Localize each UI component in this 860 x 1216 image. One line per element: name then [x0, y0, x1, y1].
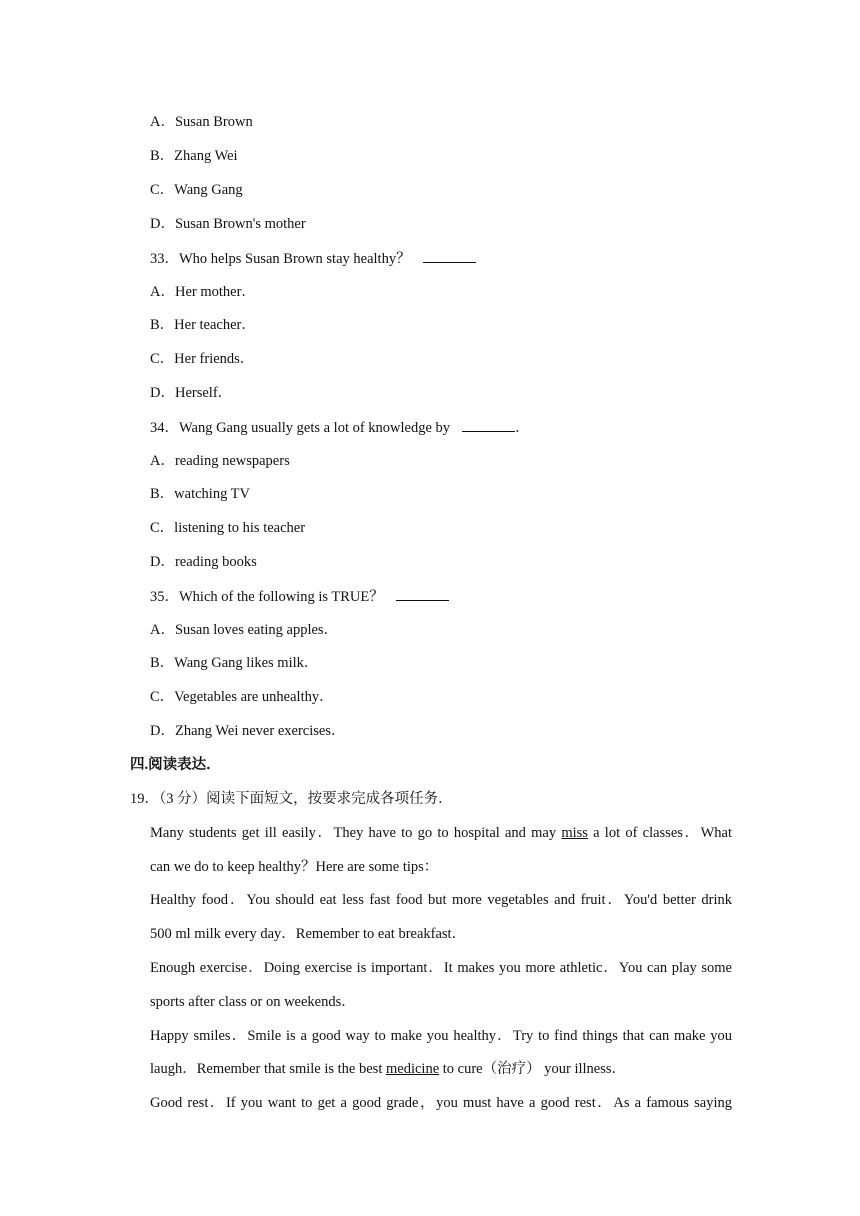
q33-question-text: 33．Who helps Susan Brown stay healthy？ — [150, 251, 411, 267]
passage-text: a lot of classes．What — [587, 825, 732, 841]
q32-option-a: A．Susan Brown — [150, 114, 253, 130]
passage-line-9: Good rest．If you want to get a good grade，you must have a good rest．As a famous saying — [150, 1095, 732, 1111]
passage-text: Many students get ill easily．They have to go to hospital and may — [150, 825, 562, 841]
answer-blank — [462, 417, 515, 432]
q35-question — [150, 586, 449, 607]
passage-line-5: Enough exercise．Doing exercise is important．It makes you more athletic．You can play some — [150, 960, 732, 976]
q34-option-b: B．watching TV — [150, 486, 251, 502]
passage-line-4: 500 ml milk every day．Remember to eat breakfast． — [150, 926, 467, 942]
q33-option-d: D．Herself． — [150, 385, 233, 401]
q33-option-b: B．Her teacher． — [150, 317, 256, 333]
q35-question-text: 35．Which of the following is TRUE？ — [150, 589, 384, 605]
q34-option-c: C．listening to his teacher — [150, 520, 306, 536]
passage-text: laugh．Remember that smile is the best — [150, 1061, 386, 1077]
passage-line-6: sports after class or on weekends． — [150, 994, 356, 1010]
answer-blank — [396, 586, 449, 601]
q34-option-a: A．reading newspapers — [150, 453, 290, 469]
q35-option-a: A．Susan loves eating apples． — [150, 622, 339, 638]
passage-text: to cure（治疗） your illness． — [439, 1061, 627, 1077]
passage-line-7: Happy smiles．Smile is a good way to make you healthy．Try to find things that can make you — [150, 1028, 732, 1044]
passage-line-3: Healthy food．You should eat less fast food but more vegetables and fruit．You'd better drink — [150, 892, 732, 908]
underlined-word-miss: miss — [561, 825, 588, 841]
q35-option-d: D．Zhang Wei never exercises． — [150, 723, 346, 739]
section-title: 四.阅读表达． — [130, 757, 221, 773]
passage-line-2: can we do to keep healthy？Here are some tips： — [150, 859, 439, 875]
question-19-intro: 19．（3 分）阅读下面短文，按要求完成各项任务． — [130, 791, 453, 807]
q33-question — [150, 248, 476, 269]
underlined-word-medicine: medicine — [385, 1061, 440, 1077]
q33-option-a: A．Her mother． — [150, 284, 256, 300]
q32-option-b: B．Zhang Wei — [150, 148, 238, 164]
q32-option-d: D．Susan Brown's mother — [150, 216, 306, 232]
q34-question — [150, 417, 530, 438]
answer-blank — [423, 248, 476, 263]
q32-option-c: C．Wang Gang — [150, 182, 243, 198]
q33-option-c: C．Her friends． — [150, 351, 255, 367]
passage-line-8 — [150, 1059, 732, 1079]
passage-line-1 — [150, 823, 732, 843]
q35-option-c: C．Vegetables are unhealthy． — [150, 689, 334, 705]
q35-option-b: B．Wang Gang likes milk． — [150, 655, 319, 671]
q34-option-d: D．reading books — [150, 554, 257, 570]
q34-question-end: ． — [515, 420, 530, 436]
q34-question-text: 34．Wang Gang usually gets a lot of knowledge by — [150, 420, 451, 436]
